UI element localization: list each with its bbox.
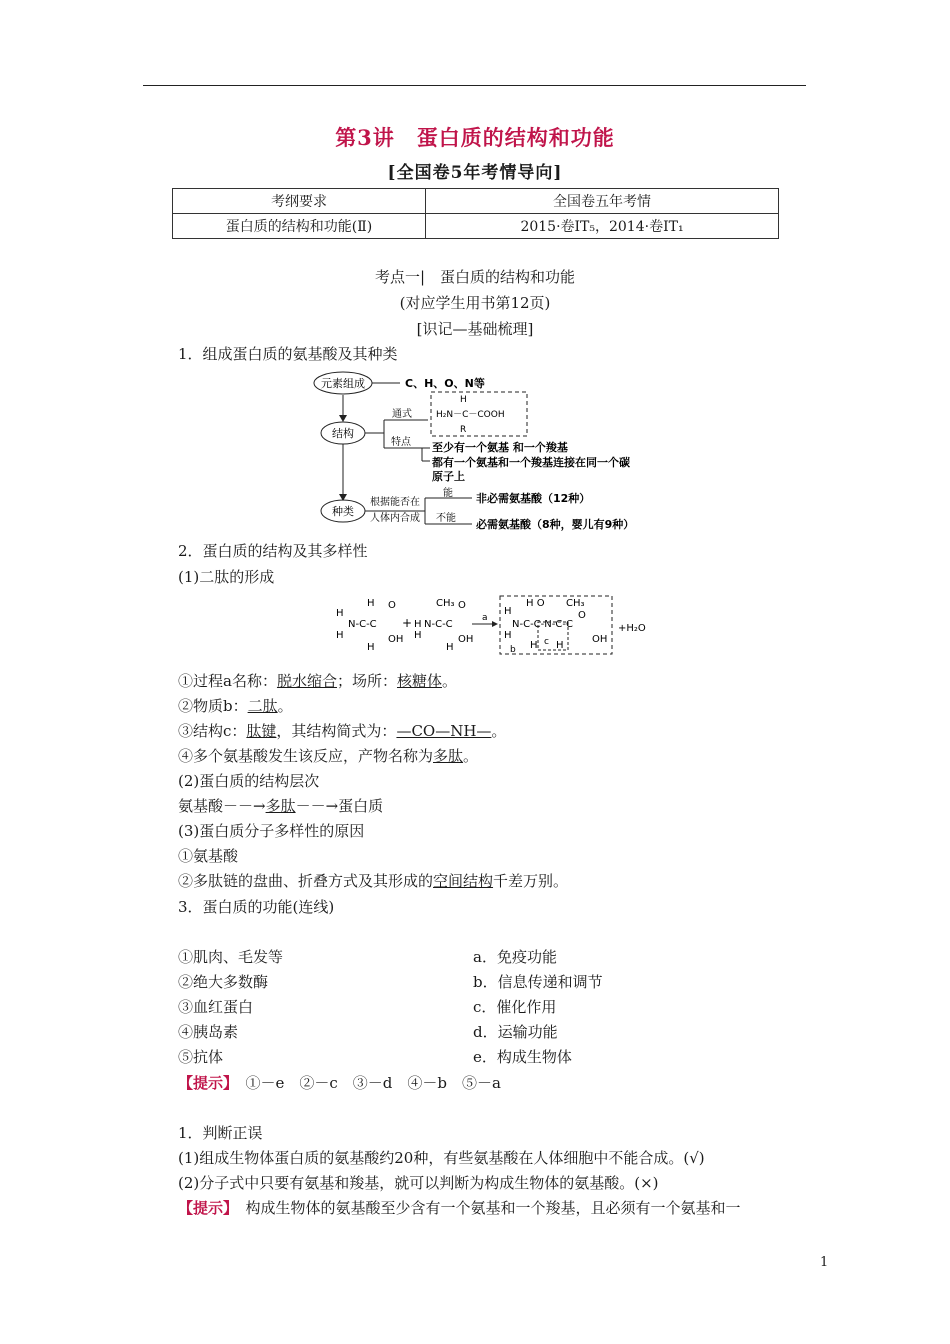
table-cell: 2015·卷ⅠT₅，2014·卷ⅠT₁ <box>426 214 779 239</box>
table-cell: 蛋白质的结构和功能(Ⅱ) <box>173 214 426 239</box>
feature-2-cont: 原子上 <box>432 470 465 483</box>
part3-hint: 【提示】 ①－e ②－c ③－d ④－b ⑤－a <box>178 1074 501 1092</box>
arrowhead <box>492 621 498 627</box>
atom: OH <box>458 634 474 645</box>
elements-value: C、H、O、N等 <box>405 377 485 390</box>
hint-label: 【提示】 <box>178 1199 231 1217</box>
answer: 多肽 <box>433 747 464 765</box>
atom: H <box>367 598 375 609</box>
atom: N-C-C-N-C-C <box>512 619 573 630</box>
arrowhead <box>339 415 347 422</box>
section-ref: (对应学生用书第12页) <box>399 294 551 312</box>
types-label: 种类 <box>332 505 354 518</box>
answer: 多肽 <box>265 797 296 815</box>
water-label: +H₂O <box>618 623 646 634</box>
function-left-2: ②绝大多数酶 <box>178 973 269 991</box>
atom: H <box>504 630 512 641</box>
features-label: 特点 <box>391 437 411 448</box>
answer: 核糖体 <box>396 672 442 690</box>
function-left-5: ⑤抗体 <box>178 1048 224 1066</box>
answer: —CO—NH— <box>396 722 492 740</box>
judge-heading: 1．判断正误 <box>178 1124 263 1142</box>
product-label: b <box>510 645 516 655</box>
atom: H <box>367 642 375 653</box>
atom: H <box>414 619 422 630</box>
can-label: 能 <box>443 488 453 499</box>
formula-label: 通式 <box>392 409 412 420</box>
atom: O <box>578 610 586 621</box>
elements-label: 元素组成 <box>321 377 365 390</box>
part2-sub1: (1)二肽的形成 <box>178 568 275 586</box>
atom: H <box>336 608 344 619</box>
diversity-2: ②多肽链的盘曲、折叠方式及其形成的空间结构千差万别。 <box>178 872 569 890</box>
feature-1: 至少有一个氨基 和一个羧基 <box>432 441 568 454</box>
formula-bottom: R <box>460 425 467 435</box>
atom: O <box>388 600 396 611</box>
header-rule <box>143 85 806 86</box>
atom: H O <box>526 598 545 609</box>
part2-sub3: (3)蛋白质分子多样性的原因 <box>178 822 365 840</box>
formula-top: H <box>460 395 467 405</box>
atom: H <box>504 606 512 617</box>
atom: N-C-C <box>424 619 453 630</box>
function-right-a: a．免疫功能 <box>473 948 557 966</box>
judge-item-1: (1)组成生物体蛋白质的氨基酸约20种，有些氨基酸在人体细胞中不能合成。(√) <box>178 1149 705 1167</box>
page-title: 第3讲 蛋白质的结构和功能 <box>335 125 615 150</box>
section-title: 考点一| 蛋白质的结构和功能 <box>374 268 576 286</box>
table-row <box>173 214 779 239</box>
part2-sub2: (2)蛋白质的结构层次 <box>178 772 320 790</box>
atom: CH₃ <box>566 598 585 609</box>
atom: H <box>530 640 538 651</box>
amino-acid-diagram <box>300 368 680 536</box>
atom: N-C-C <box>348 619 377 630</box>
page-number: 1 <box>820 1255 829 1270</box>
criterion-2: 人体内合成 <box>370 513 420 524</box>
question-3: ③结构c：肽键，其结构简式为：—CO—NH—。 <box>178 722 507 740</box>
atom: CH₃ <box>436 598 455 609</box>
section-tag: [识记—基础梳理] <box>416 320 534 338</box>
judge-item-2: (2)分子式中只要有氨基和羧基，就可以判断为构成生物体的氨基酸。(×) <box>178 1174 659 1192</box>
dipeptide-reaction <box>330 590 660 660</box>
diversity-1: ①氨基酸 <box>178 847 239 865</box>
part2-heading: 2．蛋白质的结构及其多样性 <box>178 542 368 560</box>
function-right-e: e．构成生物体 <box>473 1048 572 1066</box>
atom: H <box>556 640 564 651</box>
cannot-label: 不能 <box>436 513 456 524</box>
function-right-c: c．催化作用 <box>473 998 557 1016</box>
table-header: 全国卷五年考情 <box>426 189 779 214</box>
plus-sign: + <box>402 616 413 630</box>
question-4: ④多个氨基酸发生该反应，产物名称为多肽。 <box>178 747 479 765</box>
hint-label: 【提示】 <box>178 1074 231 1092</box>
atom: OH <box>592 634 608 645</box>
criterion-1: 根据能否在 <box>370 497 420 508</box>
answer: 空间结构 <box>433 872 494 890</box>
part1-heading: 1．组成蛋白质的氨基酸及其种类 <box>178 345 398 363</box>
process-label: a <box>482 613 488 623</box>
bond-label: c <box>544 637 549 647</box>
essential-label: 必需氨基酸（8种，婴儿有9种） <box>476 518 635 531</box>
answer: 肽键 <box>246 722 277 740</box>
table-header: 考纲要求 <box>173 189 426 214</box>
function-right-b: b．信息传递和调节 <box>473 973 603 991</box>
question-1: ①过程a名称：脱水缩合；场所：核糖体。 <box>178 672 458 690</box>
atom: O <box>458 600 466 611</box>
question-2: ②物质b：二肽。 <box>178 697 293 715</box>
nonessential-label: 非必需氨基酸（12种） <box>476 492 591 505</box>
page-subtitle: [全国卷5年考情导向] <box>387 163 563 183</box>
requirements-table <box>172 188 779 239</box>
atom: OH <box>388 634 404 645</box>
function-left-3: ③血红蛋白 <box>178 998 254 1016</box>
atom: H <box>414 630 422 641</box>
function-right-d: d．运输功能 <box>473 1023 558 1041</box>
table-header-row <box>173 189 779 214</box>
atom: H <box>446 642 454 653</box>
answer: 脱水缩合 <box>276 672 337 690</box>
function-left-4: ④胰岛素 <box>178 1023 239 1041</box>
judge-hint: 【提示】 构成生物体的氨基酸至少含有一个氨基和一个羧基，且必须有一个氨基和一 <box>178 1199 741 1217</box>
structure-label: 结构 <box>332 427 354 440</box>
feature-2: 都有一个氨基和一个羧基连接在同一个碳 <box>432 456 630 469</box>
atom: H <box>336 630 344 641</box>
function-left-1: ①肌肉、毛发等 <box>178 948 284 966</box>
part3-heading: 3．蛋白质的功能(连线) <box>178 898 335 916</box>
formula-mid: H₂N－C－COOH <box>436 410 505 420</box>
answer: 二肽 <box>247 697 278 715</box>
structure-levels: 氨基酸－－→多肽－－→蛋白质 <box>178 797 384 815</box>
